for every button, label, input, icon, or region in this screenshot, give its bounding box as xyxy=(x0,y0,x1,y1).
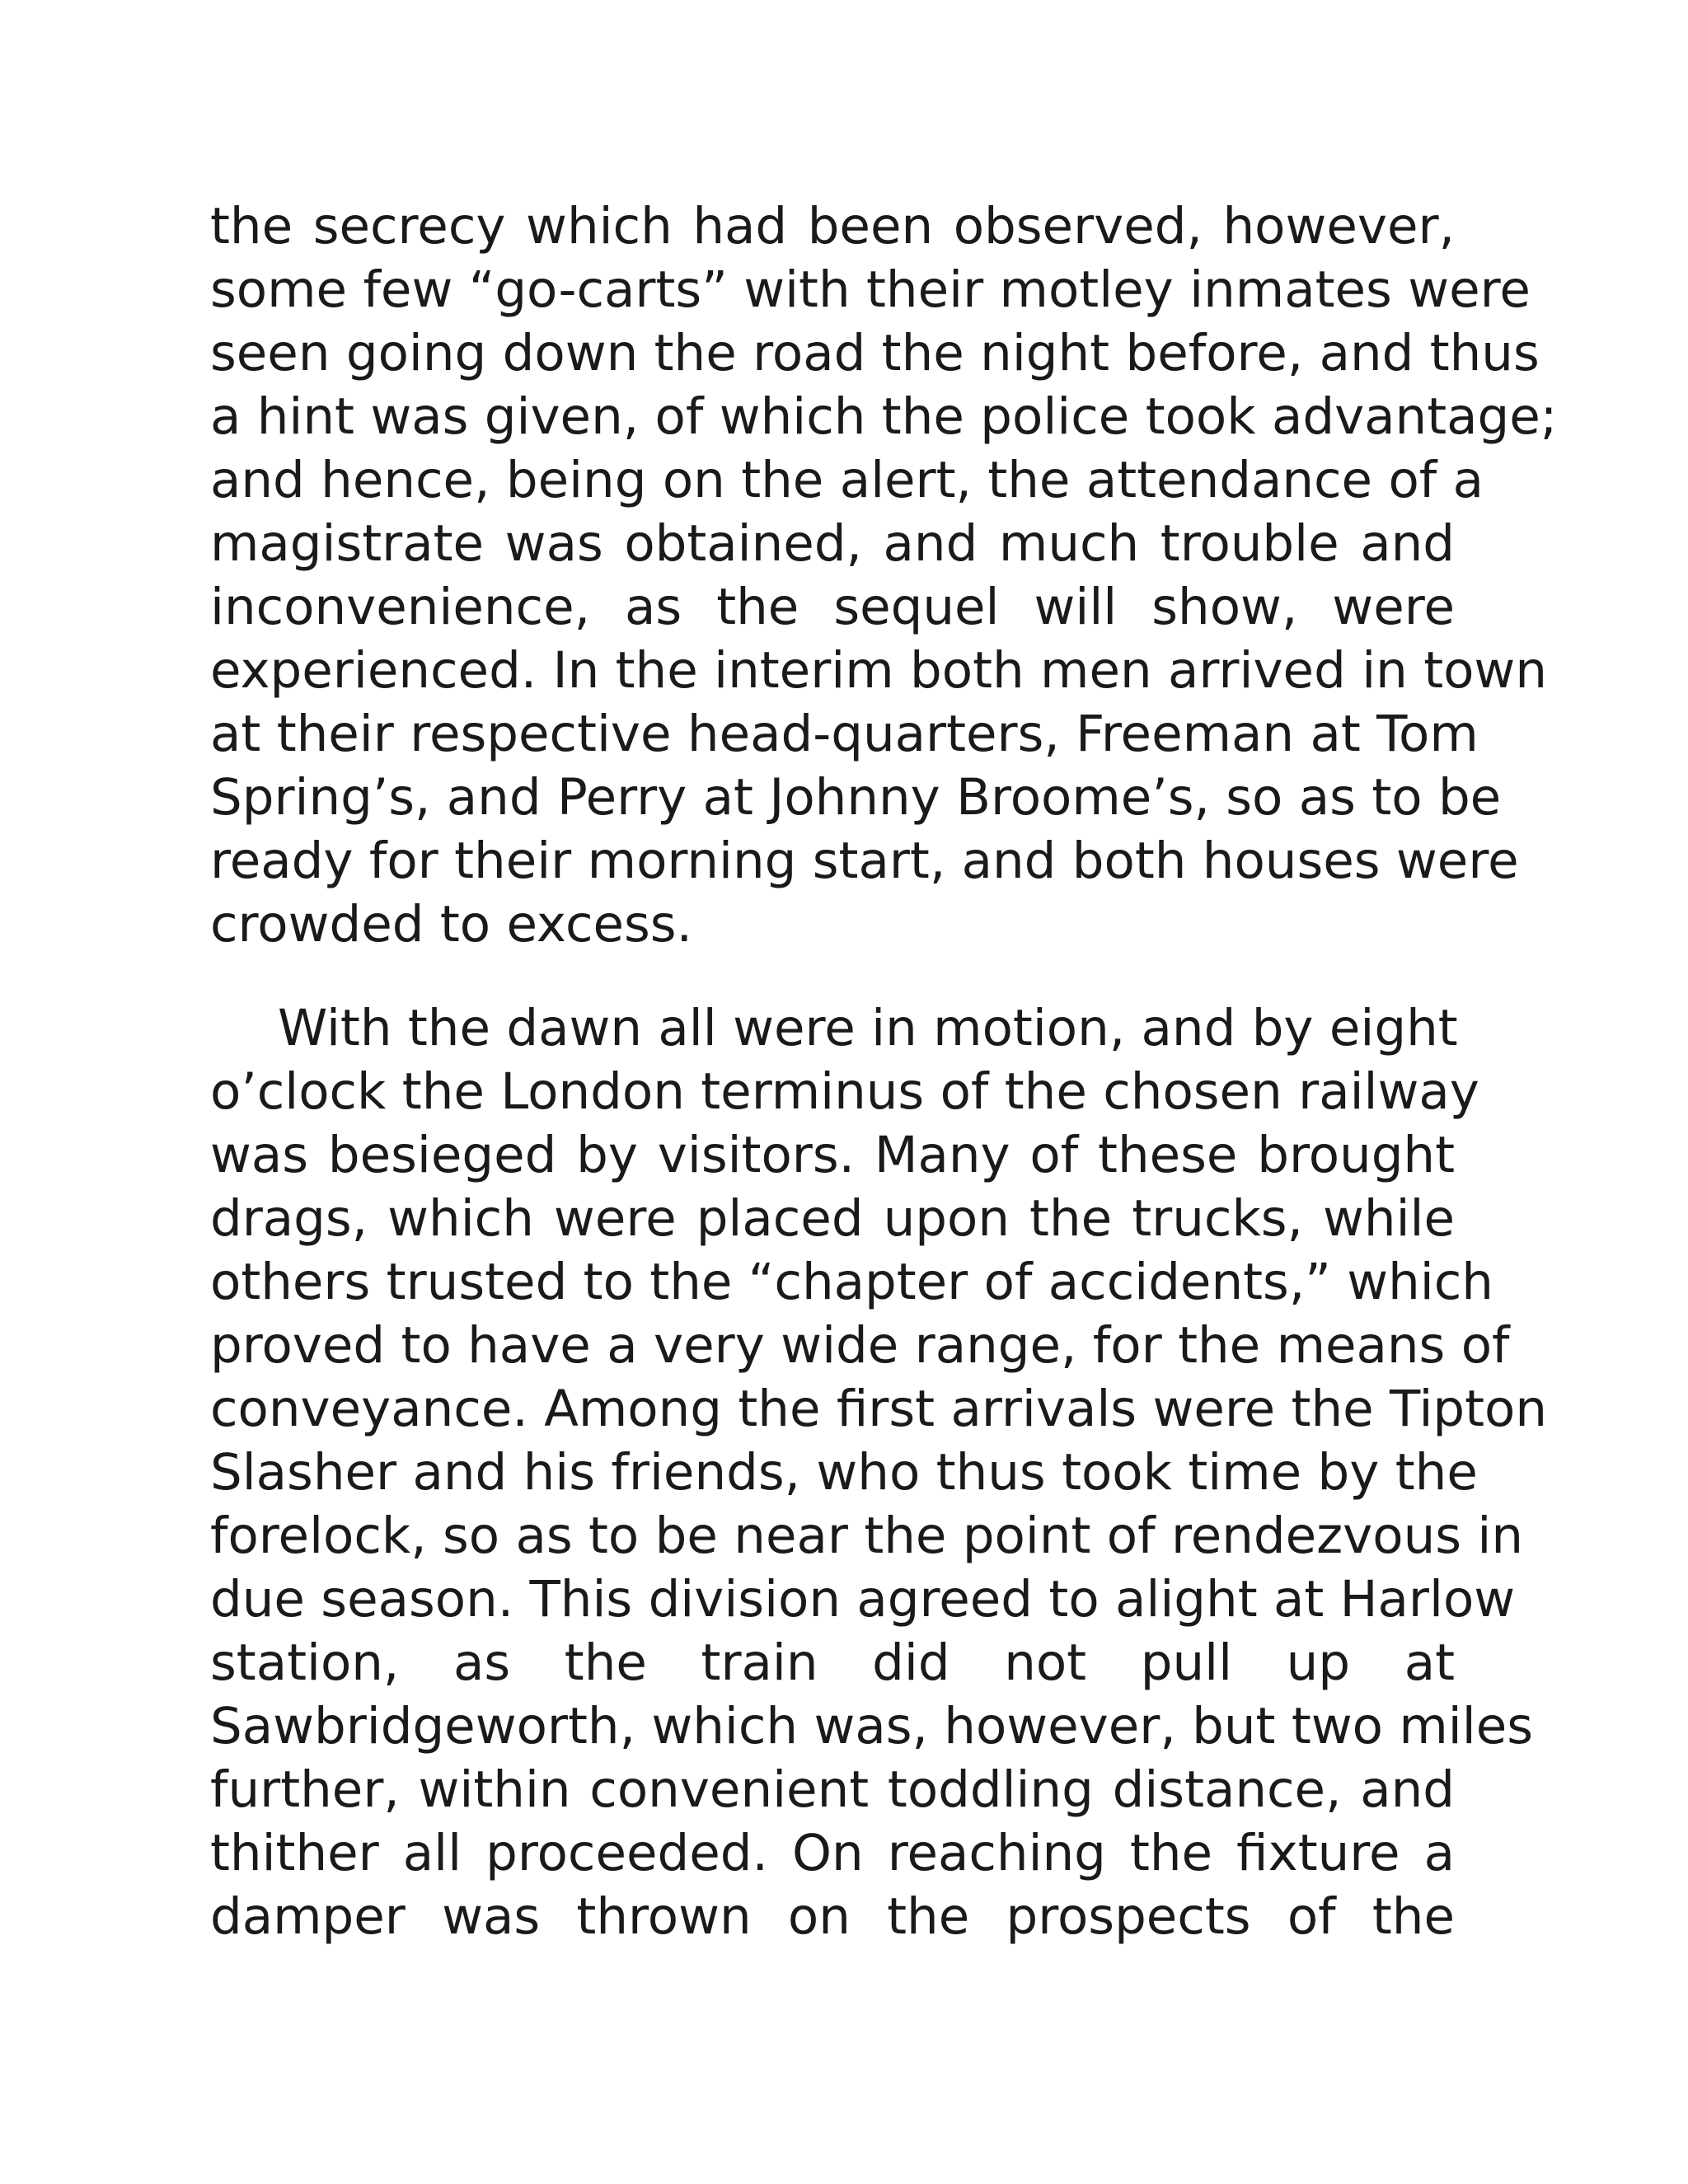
text-line: the secrecy which had been observed, however, xyxy=(210,197,1455,255)
paragraph-spacer xyxy=(210,956,1455,996)
text-line: With the dawn all were in motion, and by eight xyxy=(278,999,1458,1057)
text-line: due season. This division agreed to alight at Harlow xyxy=(210,1570,1516,1629)
text-line: thither all proceeded. On reaching the fixture a xyxy=(210,1824,1455,1882)
text-line: further, within convenient toddling distance, and xyxy=(210,1760,1455,1819)
text-line: some few “go-carts” with their motley inmates were xyxy=(210,260,1531,319)
book-page xyxy=(210,194,1558,1948)
text-line: forelock, so as to be near the point of rendezvous in xyxy=(210,1507,1524,1565)
text-line: proved to have a very wide range, for the means of xyxy=(210,1316,1510,1375)
text-line: Spring’s, and Perry at Johnny Broome’s, so as to be xyxy=(210,768,1502,827)
text-line: experienced. In the interim both men arrived in town xyxy=(210,641,1547,700)
text-line: seen going down the road the night before, and thus xyxy=(210,324,1540,382)
paragraph-1 xyxy=(210,194,1558,956)
text-line: ready for their morning start, and both houses were xyxy=(210,832,1519,890)
text-line: Slasher and his friends, who thus took time by the xyxy=(210,1443,1478,1502)
text-line: Sawbridgeworth, which was, however, but two miles xyxy=(210,1697,1534,1755)
text-line: was besieged by visitors. Many of these brought xyxy=(210,1126,1455,1184)
text-line: conveyance. Among the first arrivals were the Tipton xyxy=(210,1380,1548,1438)
text-line: o’clock the London terminus of the chosen railway xyxy=(210,1062,1479,1121)
text-line: others trusted to the “chapter of accidents,” which xyxy=(210,1253,1493,1311)
text-line: station, as the train did not pull up at xyxy=(210,1633,1455,1692)
text-line: a hint was given, of which the police took advantage; xyxy=(210,387,1558,446)
text-line: magistrate was obtained, and much trouble and xyxy=(210,514,1455,573)
text-line: and hence, being on the alert, the attendance of a xyxy=(210,451,1484,509)
text-line: drags, which were placed upon the trucks, while xyxy=(210,1189,1455,1248)
text-line: damper was thrown on the prospects of the xyxy=(210,1887,1455,1946)
text-line: inconvenience, as the sequel will show, were xyxy=(210,578,1455,636)
text-line: at their respective head-quarters, Freeman at Tom xyxy=(210,705,1479,763)
paragraph-2 xyxy=(210,996,1548,1948)
text-line: crowded to excess. xyxy=(210,895,692,954)
